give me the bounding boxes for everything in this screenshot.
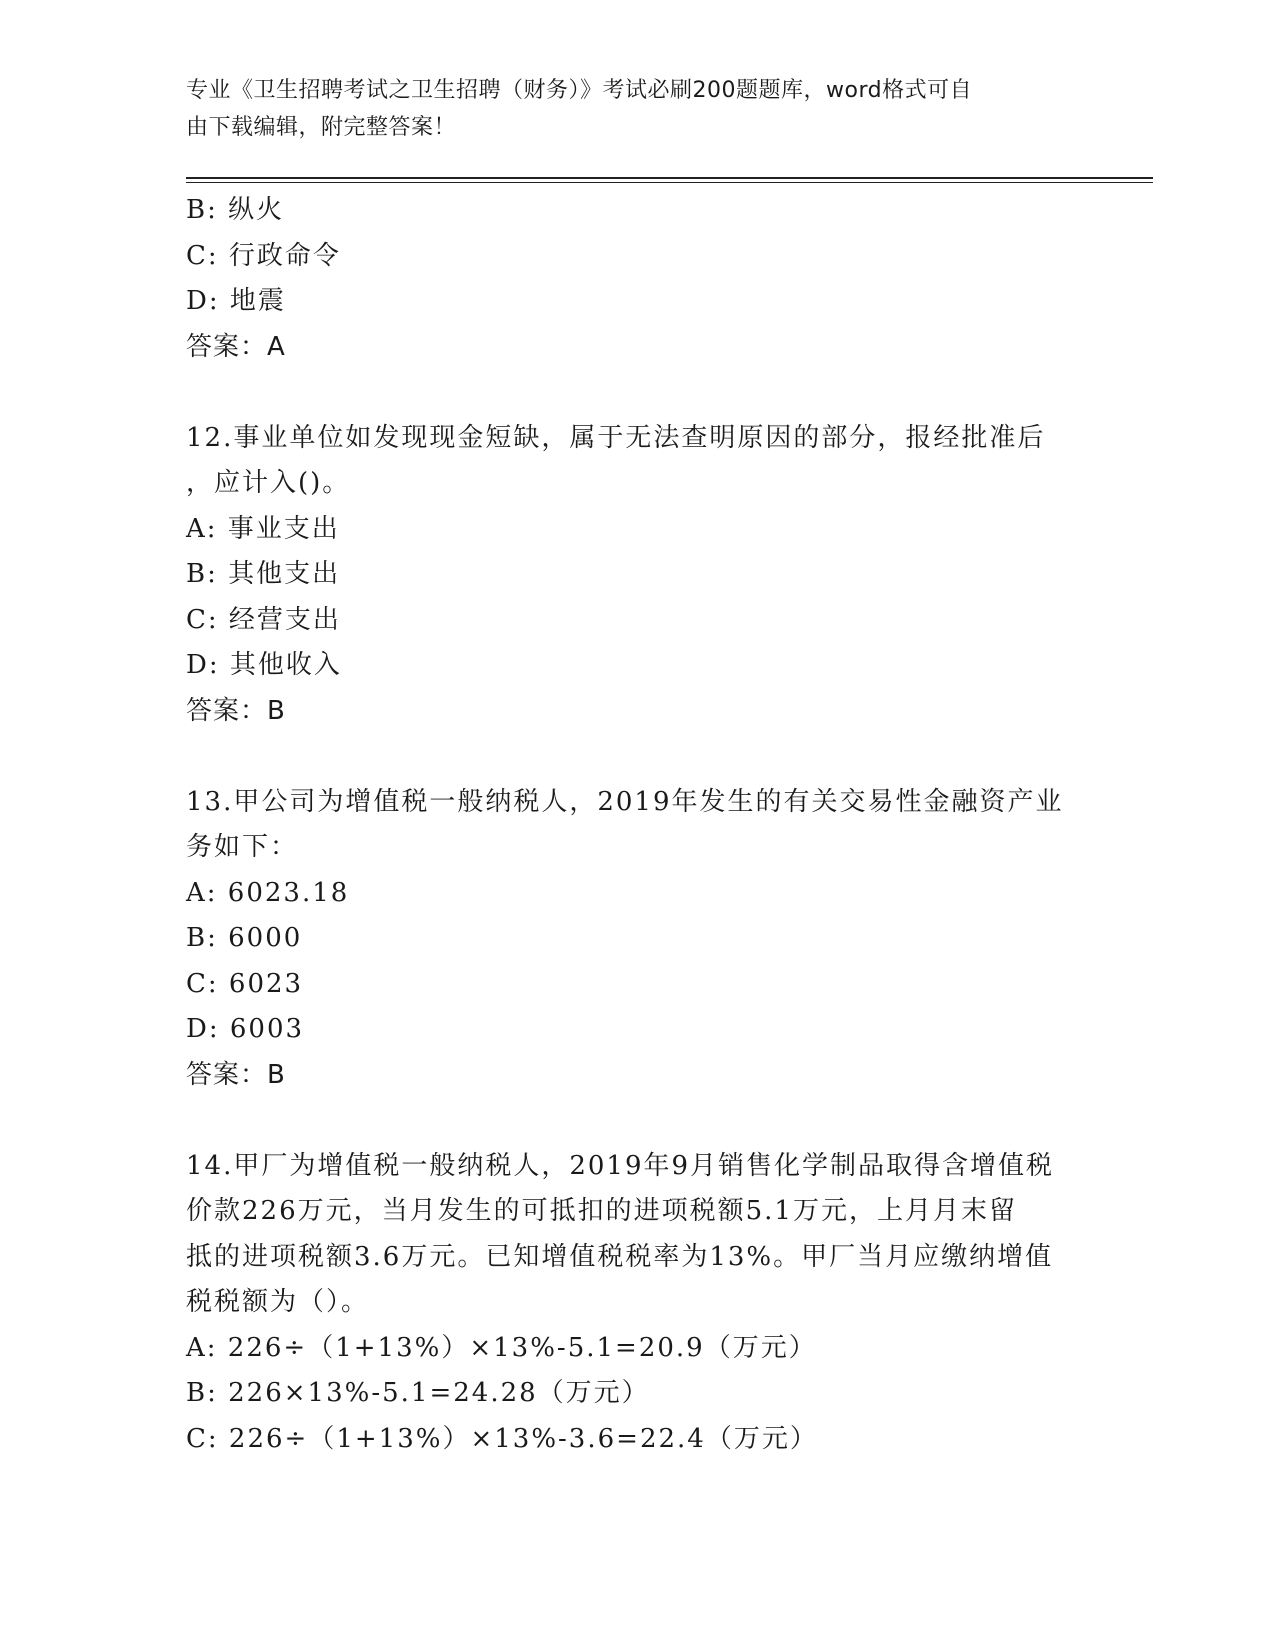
- question-11: [186, 188, 1086, 370]
- option-d: D: 其他收入: [186, 650, 342, 680]
- question-stem-cont: 抵的进项税额3.6万元。已知增值税税率为13%。甲厂当月应缴纳增值: [186, 1241, 1054, 1272]
- header-divider-thick: [186, 177, 1153, 179]
- option-c: C: 226÷（1+13%）×13%-3.6=22.4（万元）: [186, 1423, 818, 1454]
- option-b: B: 226×13%-5.1=24.28（万元）: [186, 1378, 650, 1408]
- option-c: C: 经营支出: [186, 604, 341, 635]
- spacer: [186, 734, 1086, 780]
- answer-line: 答案：B: [186, 1059, 286, 1090]
- document-header: [186, 72, 1086, 146]
- question-12: [186, 416, 1086, 735]
- spacer: [186, 370, 1086, 416]
- question-stem: 14.甲厂为增值税一般纳税人，2019年9月销售化学制品取得含增值税: [186, 1150, 1055, 1181]
- option-d: D: 6003: [186, 1014, 305, 1044]
- option-a: A: 事业支出: [186, 513, 340, 544]
- spacer: [186, 1098, 1086, 1144]
- option-d: D: 地震: [186, 286, 286, 316]
- header-divider-thin: [186, 182, 1153, 183]
- option-a: A: 226÷（1+13%）×13%-5.1=20.9（万元）: [186, 1332, 817, 1363]
- question-stem: 12.事业单位如发现现金短缺，属于无法查明原因的部分，报经批准后: [186, 422, 1046, 453]
- question-stem-cont: 务如下：: [186, 832, 299, 862]
- question-content: [186, 188, 1086, 1462]
- answer-line: 答案：B: [186, 695, 286, 726]
- question-14: [186, 1144, 1086, 1463]
- answer-line: 答案：A: [186, 331, 286, 362]
- option-b: B: 纵火: [186, 195, 285, 225]
- option-b: B: 6000: [186, 923, 303, 953]
- option-c: C: 行政命令: [186, 240, 341, 271]
- header-line-1: 专业《卫生招聘考试之卫生招聘（财务）》考试必刷200题题库，word格式可自: [186, 78, 973, 103]
- question-13: [186, 780, 1086, 1099]
- option-a: A: 6023.18: [186, 877, 350, 908]
- header-line-2: 由下载编辑，附完整答案！: [186, 115, 457, 140]
- question-stem-cont: ，应计入()。: [186, 468, 351, 498]
- question-stem: 13.甲公司为增值税一般纳税人，2019年发生的有关交易性金融资产业: [186, 786, 1064, 817]
- option-c: C: 6023: [186, 968, 304, 999]
- question-stem-cont: 价款226万元，当月发生的可抵扣的进项税额5.1万元，上月月末留: [186, 1196, 1017, 1226]
- option-b: B: 其他支出: [186, 559, 341, 589]
- question-stem-cont: 税税额为（）。: [186, 1287, 370, 1317]
